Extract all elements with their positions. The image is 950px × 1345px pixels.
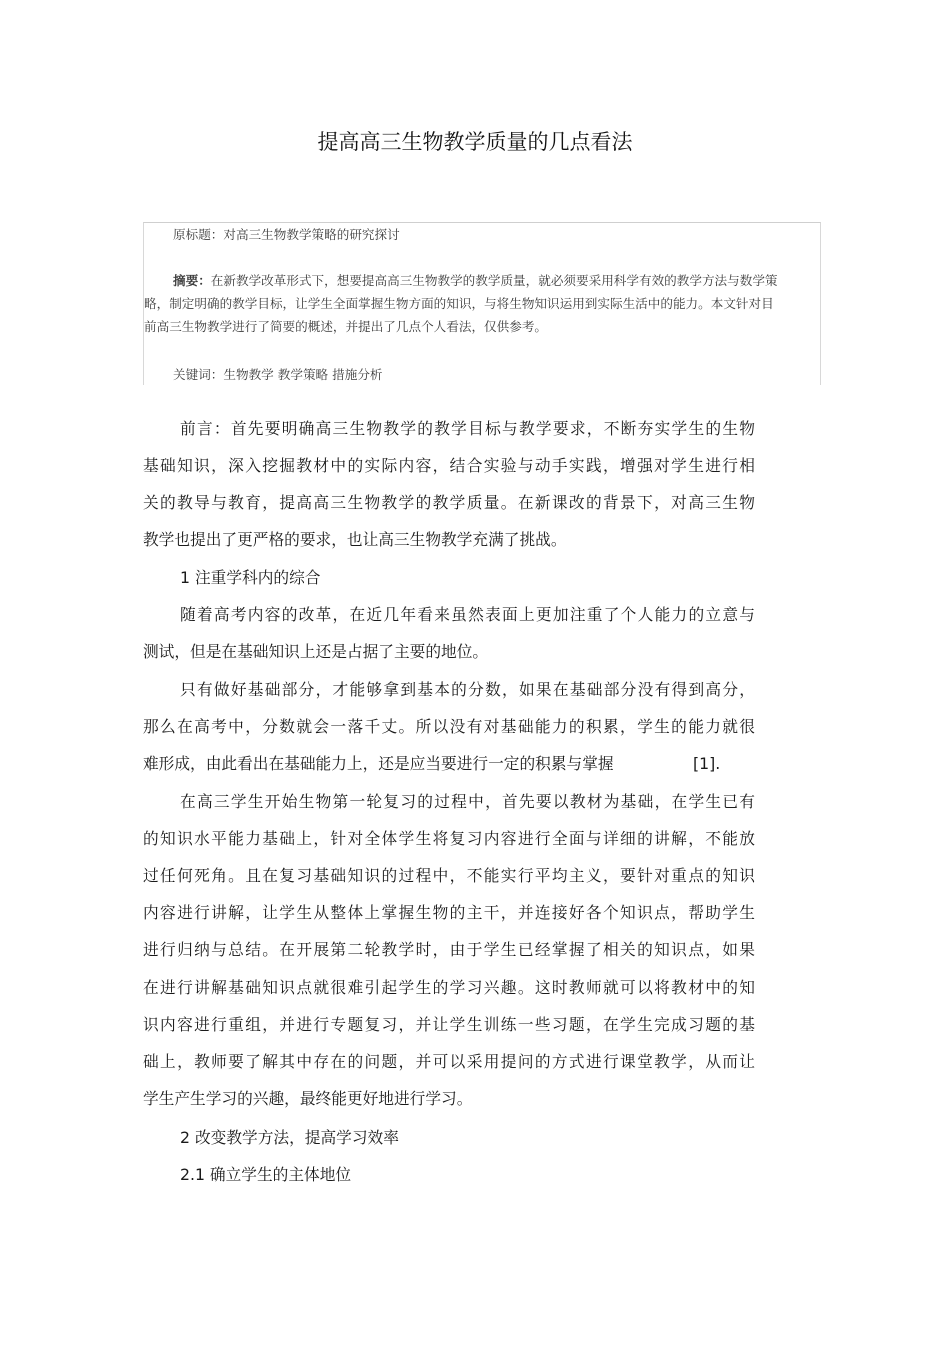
keywords-text: 生物教学 教学策略 措施分析 bbox=[223, 367, 383, 382]
s1-p1-line-2: 测试，但是在基础知识上还是占据了主要的地位。 bbox=[143, 642, 489, 661]
original-title-text: 对高三生物教学策略的研究探讨 bbox=[223, 227, 400, 242]
section-2-1-heading: 2.1 确立学生的主体地位 bbox=[180, 1165, 352, 1184]
abstract-line-3: 前高三生物教学进行了简要的概述，并提出了几点个人看法，仅供参考。 bbox=[144, 319, 547, 334]
section-1-heading: 1 注重学科内的综合 bbox=[180, 568, 321, 587]
s1-p3-line-6: 在进行讲解基础知识点就很难引起学生的学习兴趣。这时教师就可以将教材中的知 bbox=[143, 978, 755, 997]
s1-p3-line-7: 识内容进行重组，并进行专题复习，并让学生训练一些习题，在学生完成习题的基 bbox=[143, 1015, 755, 1034]
abstract-line-2: 略，制定明确的教学目标，让学生全面掌握生物方面的知识，与将生物知识运用到实际生活中的能力。本文针对目 bbox=[144, 296, 774, 311]
keywords-label: 关键词： bbox=[173, 367, 224, 382]
preface-line-4: 教学也提出了更严格的要求，也让高三生物教学充满了挑战。 bbox=[143, 530, 567, 549]
s1-p3-line-5: 进行归纳与总结。在开展第二轮教学时，由于学生已经掌握了相关的知识点，如果 bbox=[143, 940, 755, 959]
keywords-line bbox=[173, 366, 383, 384]
original-title-label: 原标题： bbox=[173, 227, 224, 242]
document-title: 提高高三生物教学质量的几点看法 bbox=[317, 130, 633, 154]
s1-p2-line-2: 那么在高考中，分数就会一落千丈。所以没有对基础能力的积累，学生的能力就很 bbox=[143, 717, 755, 736]
s1-p3-line-9: 学生产生学习的兴趣，最终能更好地进行学习。 bbox=[143, 1089, 473, 1108]
abstract-box bbox=[143, 222, 821, 385]
s1-p3-line-2: 的知识水平能力基础上，针对全体学生将复习内容进行全面与详细的讲解，不能放 bbox=[143, 829, 755, 848]
s1-p3-line-3: 过任何死角。且在复习基础知识的过程中，不能实行平均主义，要针对重点的知识 bbox=[143, 866, 755, 885]
section-2-heading: 2 改变教学方法，提高学习效率 bbox=[180, 1128, 399, 1147]
abstract-line-1 bbox=[173, 272, 778, 290]
citation-ref: [1]. bbox=[693, 754, 721, 773]
s1-p3-line-8: 础上，教师要了解其中存在的问题，并可以采用提问的方式进行课堂教学，从而让 bbox=[143, 1052, 755, 1071]
abstract-label: 摘要： bbox=[173, 273, 211, 288]
original-title-line bbox=[173, 226, 400, 244]
s1-p3-line-4: 内容进行讲解，让学生从整体上掌握生物的主干，并连接好各个知识点，帮助学生 bbox=[143, 903, 755, 922]
s1-p2-line-1: 只有做好基础部分，才能够拿到基本的分数，如果在基础部分没有得到高分， bbox=[180, 680, 755, 699]
s1-p2-line-3: 难形成，由此看出在基础能力上，还是应当要进行一定的积累与掌握 bbox=[143, 754, 614, 773]
abstract-text-1: 在新教学改革形式下，想要提高高三生物教学的教学质量，就必须要采用科学有效的教学方法与数学策 bbox=[210, 273, 778, 288]
s1-p1-line-1: 随着高考内容的改革，在近几年看来虽然表面上更加注重了个人能力的立意与 bbox=[180, 605, 755, 624]
s1-p3-line-1: 在高三学生开始生物第一轮复习的过程中，首先要以教材为基础，在学生已有 bbox=[180, 792, 755, 811]
preface-line-2: 基础知识，深入挖掘教材中的实际内容，结合实验与动手实践，增强对学生进行相 bbox=[143, 456, 755, 475]
preface-line-1: 前言：首先要明确高三生物教学的教学目标与教学要求，不断夯实学生的生物 bbox=[180, 419, 755, 438]
preface-line-3: 关的教导与教育，提高高三生物教学的教学质量。在新课改的背景下，对高三生物 bbox=[143, 493, 755, 512]
